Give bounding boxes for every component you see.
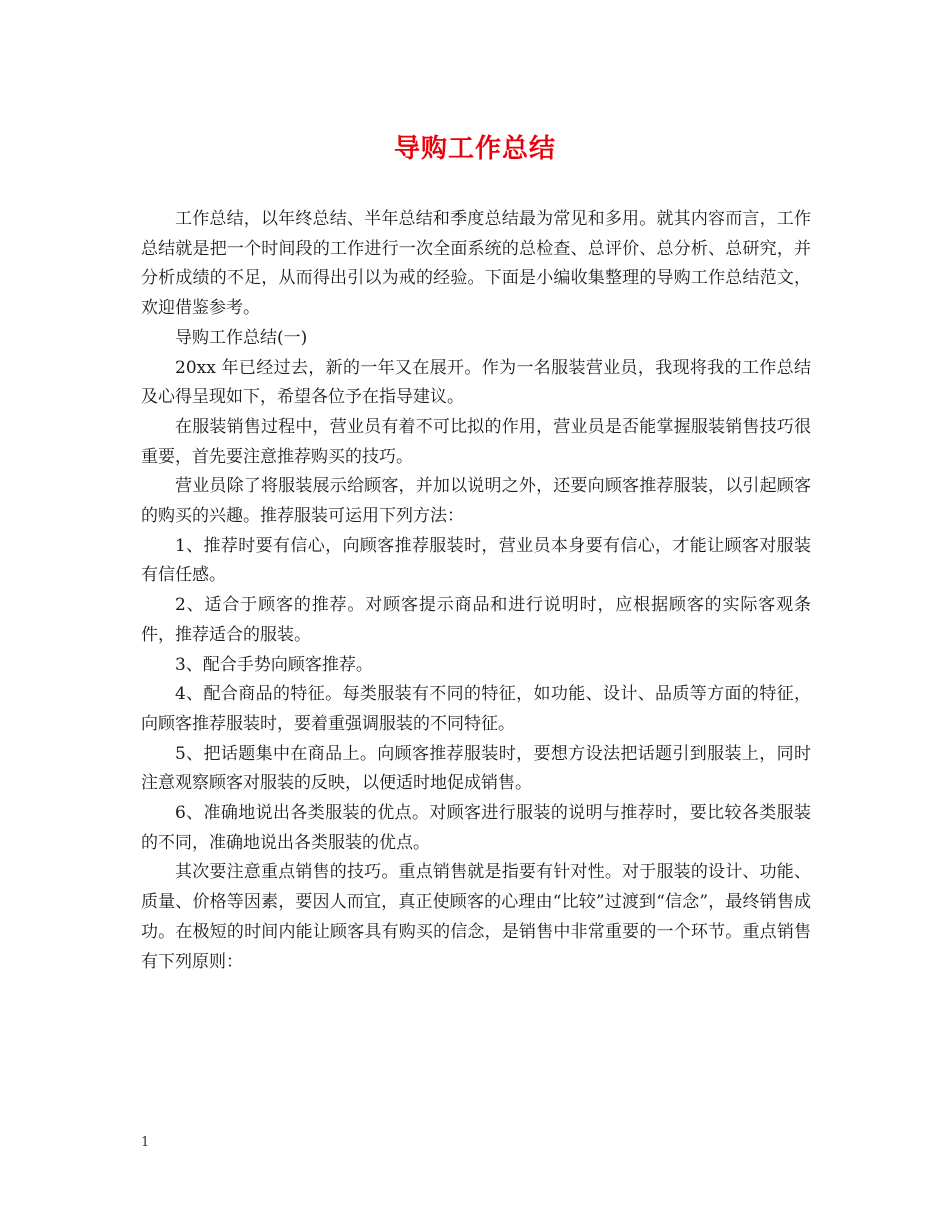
- section-heading: 导购工作总结(一): [175, 327, 308, 348]
- body-paragraph: 20xx 年已经过去，新的一年又在展开。作为一名服装营业员，我现将我的工作总结及心得呈现如下，希望各位予在指导建议。: [141, 357, 811, 408]
- list-item: 2、适合于顾客的推荐。对顾客提示商品和进行说明时，应根据顾客的实际客观条件，推荐适合的服装。: [141, 595, 811, 645]
- page-number: 1: [141, 1135, 150, 1150]
- body-paragraph: 营业员除了将服装展示给顾客，并加以说明之外，还要向顾客推荐服装，以引起顾客的购买的兴趣。推荐服装可运用下列方法：: [141, 476, 811, 527]
- list-item: 3、配合手势向顾客推荐。: [175, 654, 373, 675]
- intro-paragraph: 工作总结，以年终总结、半年总结和季度总结最为常见和多用。就其内容而言，工作总结就是把一个时间段的工作进行一次全面系统的总检查、总评价、总分析、总研究，并分析成绩的不足，从而得出引以为戒的经验。下面是小编收集整理的导购工作总结范文，欢迎借鉴参考。: [141, 209, 811, 319]
- list-item: 5、把话题集中在商品上。向顾客推荐服装时，要想方设法把话题引到服装上，同时注意观察顾客对服装的反映，以便适时地促成销售。: [141, 743, 811, 794]
- list-item: 4、配合商品的特征。每类服装有不同的特征，如功能、设计、品质等方面的特征，向顾客推荐服装时，要着重强调服装的不同特征。: [141, 684, 811, 734]
- document-body: [141, 205, 811, 977]
- body-paragraph: 在服装销售过程中，营业员有着不可比拟的作用，营业员是否能掌握服装销售技巧很重要，首先要注意推荐购买的技巧。: [141, 416, 811, 467]
- document-title: 导购工作总结: [393, 134, 556, 164]
- list-item: 1、推荐时要有信心，向顾客推荐服装时，营业员本身要有信心，才能让顾客对服装有信任感。: [141, 535, 811, 586]
- list-item: 6、准确地说出各类服装的优点。对顾客进行服装的说明与推荐时，要比较各类服装的不同，准确地说出各类服装的优点。: [141, 803, 811, 853]
- body-paragraph: 其次要注意重点销售的技巧。重点销售就是指要有针对性。对于服装的设计、功能、质量、价格等因素，要因人而宜，真正使顾客的心理由“比较”过渡到“信念”，最终销售成功。在极短的时间内能让顾客具有购买的信念，是销售中非常重要的一个环节。重点销售有下列原则：: [141, 862, 811, 972]
